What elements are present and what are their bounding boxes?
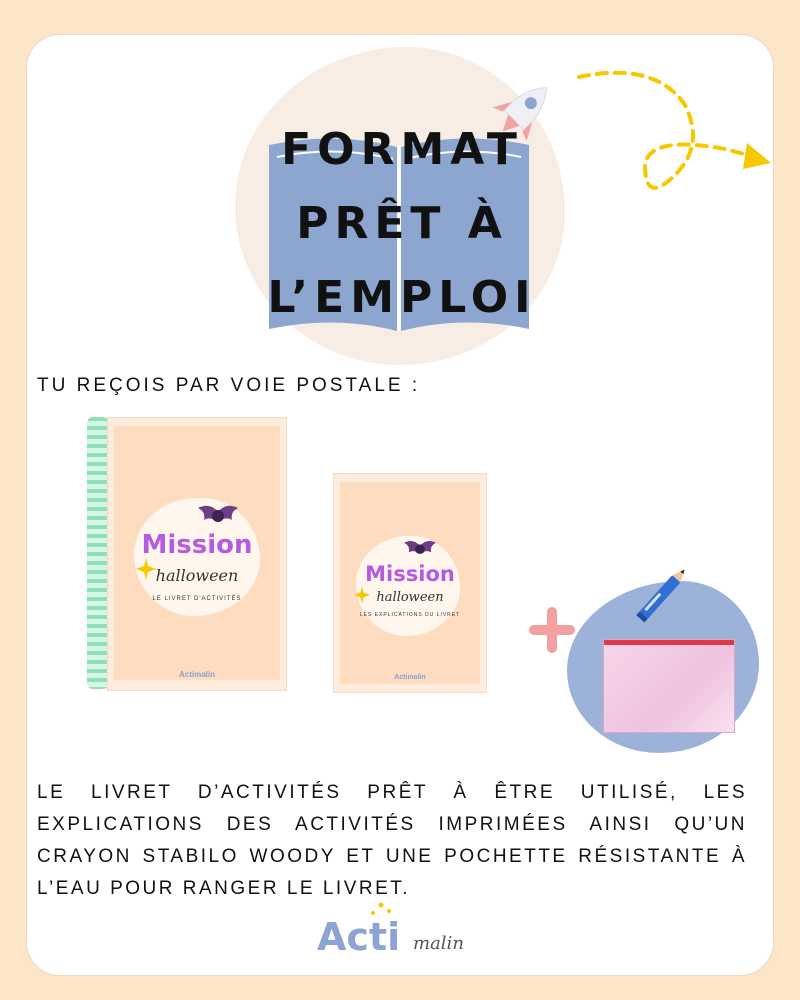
description-text: LE LIVRET D’ACTIVITÉS PRÊT À ÊTRE UTILISÉ, LES EXPLICATIONS DES ACTIVITÉS IMPRIMÉES AINSI QU’UN CRAYON STABILO WOODY ET UNE POCHETTE RÉSISTANTE À L’EAU POUR RANGER LE LIVRET. xyxy=(37,782,747,899)
dashed-arrow-icon xyxy=(575,65,774,235)
logo-script-text: malin xyxy=(413,933,464,954)
actimalin-logo xyxy=(317,915,487,965)
explanations-booklet xyxy=(333,473,487,693)
cover-title: Mission xyxy=(365,562,455,586)
cover-logo: Actimalin xyxy=(394,674,426,681)
pouch-zipper xyxy=(604,640,734,645)
subtitle: TU REÇOIS PAR VOIE POSTALE : xyxy=(37,375,421,396)
title-line-1: FORMAT xyxy=(281,124,523,175)
booklet-cover xyxy=(114,426,280,680)
cover-subtitle: halloween xyxy=(376,590,444,605)
cover-subtitle: halloween xyxy=(155,566,239,585)
pouch-icon xyxy=(603,639,735,733)
page-title xyxy=(207,113,597,335)
cover-logo: Actimalin xyxy=(178,670,215,679)
cover-caption: LES EXPLICATIONS DU LIVRET xyxy=(359,612,461,618)
title-line-2: PRÊT À xyxy=(296,198,508,249)
spiral-binding xyxy=(87,417,109,689)
bat-icon xyxy=(402,538,438,562)
cover-caption: LE LIVRET D'ACTIVITÉS xyxy=(152,596,242,602)
title-line-3: L’EMPLOI xyxy=(267,272,537,323)
activity-booklet xyxy=(107,417,287,691)
booklet-cover xyxy=(340,482,480,684)
bat-icon xyxy=(196,502,240,532)
logo-main-text: Acti xyxy=(317,915,401,959)
card xyxy=(26,34,774,976)
cover-title: Mission xyxy=(141,530,253,560)
pencil-icon xyxy=(627,559,697,629)
